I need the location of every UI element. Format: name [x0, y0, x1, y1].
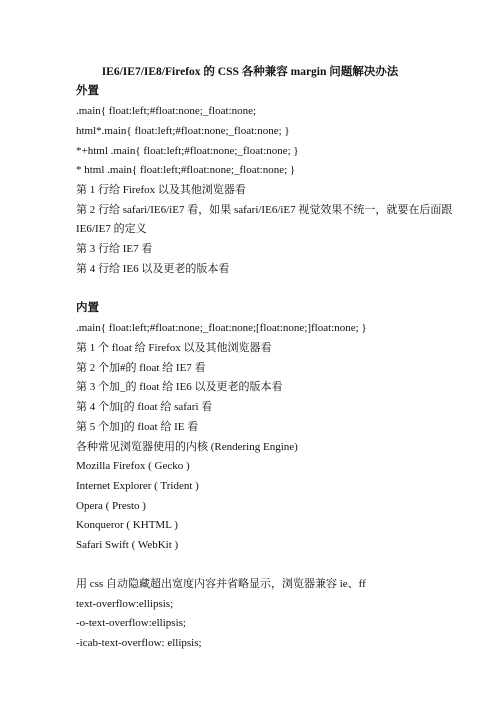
- text-line: 第 3 个加_的 float 给 IE6 以及更老的版本看: [76, 381, 283, 393]
- section-heading-outer: 外置: [76, 85, 99, 97]
- text-line: IE6/IE7 的定义: [76, 223, 147, 235]
- text-line: 第 2 行给 safari/IE6/iE7 看，如果 safari/IE6/iE7 视觉效果不统一，就要在后面跟: [76, 204, 453, 216]
- text-line: Safari Swift ( WebKit ): [76, 539, 179, 551]
- text-line: 第 4 个加[的 float 给 safari 看: [76, 401, 213, 413]
- text-line: 第 3 行给 IE7 看: [76, 243, 153, 255]
- text-line: Internet Explorer ( Trident ): [76, 480, 199, 492]
- text-line: Konqueror ( KHTML ): [76, 519, 178, 531]
- text-line: 第 1 个 float 给 Firefox 以及其他浏览器看: [76, 342, 272, 354]
- text-line: html*.main{ float:left;#float:none;_float:none; }: [76, 125, 290, 137]
- text-line: 第 1 行给 Firefox 以及其他浏览器看: [76, 184, 246, 196]
- text-line: 第 2 个加#的 float 给 IE7 看: [76, 362, 206, 374]
- text-line: 第 5 个加]的 float 给 IE 看: [76, 421, 199, 433]
- text-line: 第 4 行给 IE6 以及更老的版本看: [76, 263, 230, 275]
- text-line: Opera ( Presto ): [76, 500, 146, 512]
- text-line: * html .main{ float:left;#float:none;_float:none; }: [76, 164, 296, 176]
- document-title: IE6/IE7/IE8/Firefox 的 CSS 各种兼容 margin 问题解决办法: [101, 66, 399, 78]
- text-line: text-overflow:ellipsis;: [76, 598, 174, 610]
- text-line: -icab-text-overflow: ellipsis;: [76, 637, 202, 649]
- text-line: Mozilla Firefox ( Gecko ): [76, 460, 190, 472]
- text-line: 用 css 自动隐藏超出宽度内容并省略显示，浏览器兼容 ie、ff: [76, 578, 366, 590]
- text-line: *+html .main{ float:left;#float:none;_float:none; }: [76, 145, 299, 157]
- text-line: 各种常见浏览器使用的内核 (Rendering Engine): [76, 441, 298, 453]
- text-line: -o-text-overflow:ellipsis;: [76, 617, 186, 629]
- section-heading-inner: 内置: [76, 302, 99, 314]
- text-line: .main{ float:left;#float:none;_float:none;[float:none;]float:none; }: [76, 322, 367, 334]
- text-line: .main{ float:left;#float:none;_float:none;: [76, 105, 257, 117]
